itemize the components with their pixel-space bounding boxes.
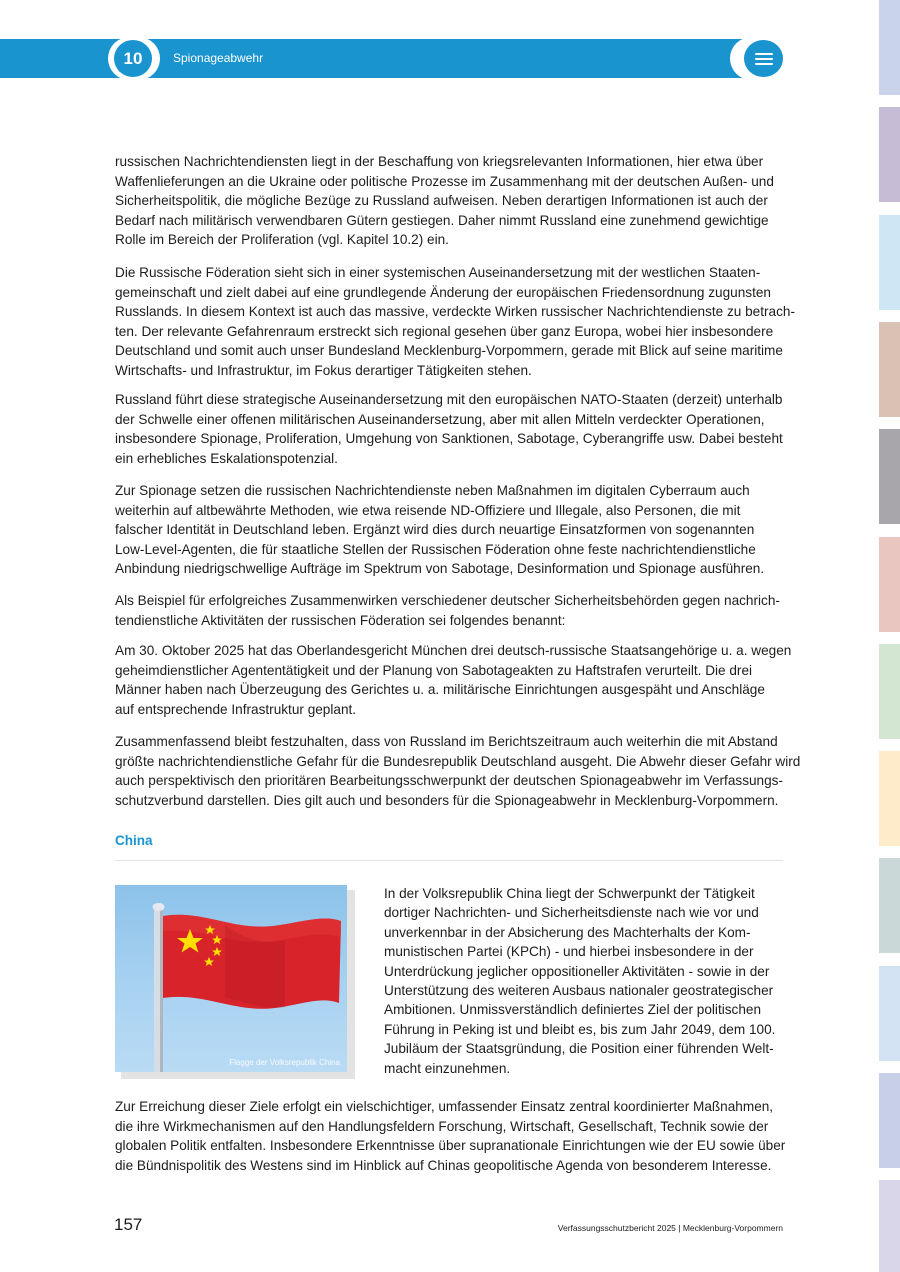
section-heading-china: China (115, 833, 153, 848)
text-line: falscher Identität in Deutschland leben. Ergänzt wird dies durch neuartige Einsatzformen von sogenannten (115, 522, 755, 537)
text-line: Unterstützung des weiteren Ausbaus nationaler geostrategischer (384, 983, 774, 999)
chapter-tab[interactable] (879, 429, 900, 524)
body-paragraph (115, 732, 801, 810)
text-line: munistischen Partei (KPCh) - und hierbei insbesondere in der (384, 944, 754, 960)
text-line: gemeinschaft und zielt dabei auf eine grundlegende Änderung der europäischen Friedensordnung zugunsten (115, 284, 771, 300)
text-line: dortiger Nachrichten- und Sicherheitsdienste nach wie vor und (384, 905, 759, 921)
text-line: Zusammenfassend bleibt festzuhalten, dass von Russland im Berichtszeitraum auch weiterhin die mit Abstand (115, 734, 778, 749)
chapter-number: 10 (114, 40, 152, 77)
text-line: macht einzunehmen. (384, 1060, 511, 1076)
text-line: tendienstliche Aktivitäten der russischen Föderation sei folgendes benannt: (115, 612, 566, 628)
publication-footer: Verfassungsschutzbericht 2025 | Mecklenburg-Vorpommern (557, 1223, 783, 1233)
text-line: Die Russische Föderation sieht sich in einer systemischen Auseinandersetzung mit der westlichen Staaten- (115, 265, 761, 280)
text-line: Am 30. Oktober 2025 hat das Oberlandesgericht München drei deutsch-russische Staatsangehörige u. a. wegen (115, 643, 792, 658)
text-line: globalen Politik entfalten. Insbesondere Erkenntnisse über supranationale Einrichtungen wie der EU sowie über (115, 1138, 786, 1153)
text-line: Bedarf nach militärisch verwendbaren Gütern gestiegen. Daher nimmt Russland eine zunehmend gewichtige (115, 212, 769, 228)
china-intro-paragraph (384, 884, 788, 1078)
text-line: Russlands. In diesem Kontext ist auch das massive, verdeckte Wirken russischer Nachrichtendienste zu betrach- (115, 304, 795, 319)
text-line: Deutschland und somit auch unser Bundesland Mecklenburg-Vorpommern, gerade mit Blick auf seine maritime (115, 343, 783, 358)
chapter-tab[interactable] (879, 1180, 900, 1272)
text-line: Wirtschafts- und Infrastruktur, im Fokus derartiger Tätigkeiten stehen. (115, 362, 532, 378)
chapter-tab[interactable] (879, 107, 900, 202)
text-line: ein erhebliches Eskalationspotenzial. (115, 450, 338, 466)
text-line: auch perspektivisch den prioritären Bearbeitungsschwerpunkt der deutschen Spionageabwehr im Verfassungs- (115, 773, 783, 788)
text-line: Führung in Peking ist und bleibt es, bis zum Jahr 2049, dem 100. (384, 1021, 776, 1037)
text-line: unverkennbar in der Absicherung des Machterhalts der Kom- (384, 924, 751, 940)
hamburger-line (755, 63, 773, 65)
chapter-tab[interactable] (879, 644, 900, 739)
chapter-tab[interactable] (879, 537, 900, 632)
body-paragraph (115, 641, 792, 719)
text-line: Zur Erreichung dieser Ziele erfolgt ein vielschichtiger, umfassender Einsatz zentral koordinierter Maßnahmen, (115, 1099, 774, 1114)
text-line: Anbindung niedrigschwellige Aufträge im Spektrum von Sabotage, Desinformation und Spionage ausführen. (115, 561, 765, 576)
text-line: Unterdrückung jeglicher oppositioneller Aktivitäten - sowie in der (384, 963, 770, 979)
text-line: Als Beispiel für erfolgreiches Zusammenwirken verschiedener deutscher Sicherheitsbehörden gegen nachrich- (115, 593, 780, 608)
china-flag-illustration (115, 885, 347, 1072)
text-line: Ambitionen. Unmissverständlich definiertes Ziel der politischen (384, 1002, 762, 1018)
page-number: 157 (114, 1215, 143, 1234)
text-line: die ihre Wirkmechanismen auf den Handlungsfeldern Forschung, Wirtschaft, Gesellschaft, Technik sowie der (115, 1118, 769, 1134)
text-line: auf entsprechende Infrastruktur geplant. (115, 701, 357, 717)
chapter-tab-strip (879, 0, 900, 1272)
text-line: größte nachrichtendienstliche Gefahr für die Bundesrepublik Deutschland ausgeht. Die Abwehr dieser Gefahr wird (115, 753, 801, 769)
text-line: Rolle im Bereich der Proliferation (vgl. Kapitel 10.2) ein. (115, 232, 449, 247)
text-line: Russland führt diese strategische Auseinandersetzung mit den europäischen NATO-Staaten (derzeit) unterhalb (115, 392, 783, 407)
china-closing-paragraph (115, 1097, 787, 1175)
menu-button[interactable] (744, 40, 783, 77)
text-line: geheimdienstlicher Agententätigkeit und der Planung von Sabotageakten zu Haftstrafen verurteilt. Die drei (115, 662, 753, 678)
flagpole-shade (160, 907, 163, 1072)
section-divider (115, 860, 783, 861)
text-line: Sicherheitspolitik, die mögliche Bezüge zu Russland aufweisen. Neben derartigen Informationen ist auch der (115, 193, 768, 208)
text-line: ten. Der relevante Gefahrenraum erstreckt sich regional gesehen über ganz Europa, wobei hier insbesondere (115, 323, 774, 339)
text-line: Waffenlieferungen an die Ukraine oder politische Prozesse im Zusammenhang mit der deutschen Außen- und (115, 173, 774, 189)
flagpole-cap (153, 903, 165, 911)
text-line: In der Volksrepublik China liegt der Schwerpunkt der Tätigkeit (384, 886, 755, 901)
text-line: der Schwelle einer offenen militärischen Auseinandersetzung, aber mit allen Mitteln verdeckter Operationen, (115, 411, 765, 427)
chapter-tab[interactable] (879, 1073, 900, 1168)
body-paragraph (115, 591, 787, 630)
chapter-title: Spionageabwehr (173, 51, 264, 65)
text-line: insbesondere Spionage, Proliferation, Umgehung von Sanktionen, Sabotage, Cyberangriffe usw. Dabei besteht (115, 431, 783, 446)
image-caption: Flagge der Volksrepublik China (229, 1058, 340, 1067)
chapter-tab[interactable] (879, 858, 900, 953)
text-line: Männer haben nach Überzeugung des Gerichtes u. a. militärische Einrichtungen ausgespäht und Anschläge (115, 682, 765, 697)
text-line: weiterhin auf altbewährte Methoden, wie etwa reisende ND-Offiziere und Illegale, also Personen, die mit (115, 502, 741, 518)
text-line: Zur Spionage setzen die russischen Nachrichtendienste neben Maßnahmen im digitalen Cyberraum auch (115, 483, 750, 498)
text-line: schutzverbund darstellen. Dies gilt auch und besonders für die Spionageabwehr in Mecklenburg-Vorpommern. (115, 792, 779, 808)
chapter-tab[interactable] (879, 215, 900, 310)
text-line: Jubiläum der Staatsgründung, die Position einer führenden Welt- (384, 1041, 774, 1057)
body-paragraph (115, 481, 787, 579)
body-paragraph (115, 390, 787, 468)
chapter-tab[interactable] (879, 0, 900, 95)
china-flag-photo (115, 885, 347, 1072)
text-line: russischen Nachrichtendiensten liegt in der Beschaffung von kriegsrelevanten Informationen, hier etwa über (115, 154, 764, 169)
text-line: die Bündnispolitik des Westens sind im Hinblick auf Chinas geopolitische Agenda von besonderem Interesse. (115, 1157, 772, 1173)
chapter-tab[interactable] (879, 322, 900, 417)
body-paragraph (115, 152, 787, 250)
chapter-tab[interactable] (879, 751, 900, 846)
chapter-tab[interactable] (879, 966, 900, 1061)
hamburger-line (755, 58, 773, 60)
hamburger-line (755, 53, 773, 55)
text-line: Low-Level-Agenten, die für staatliche Stellen der Russischen Föderation ohne feste nachrichtendienstliche (115, 541, 756, 557)
body-paragraph (115, 263, 795, 380)
